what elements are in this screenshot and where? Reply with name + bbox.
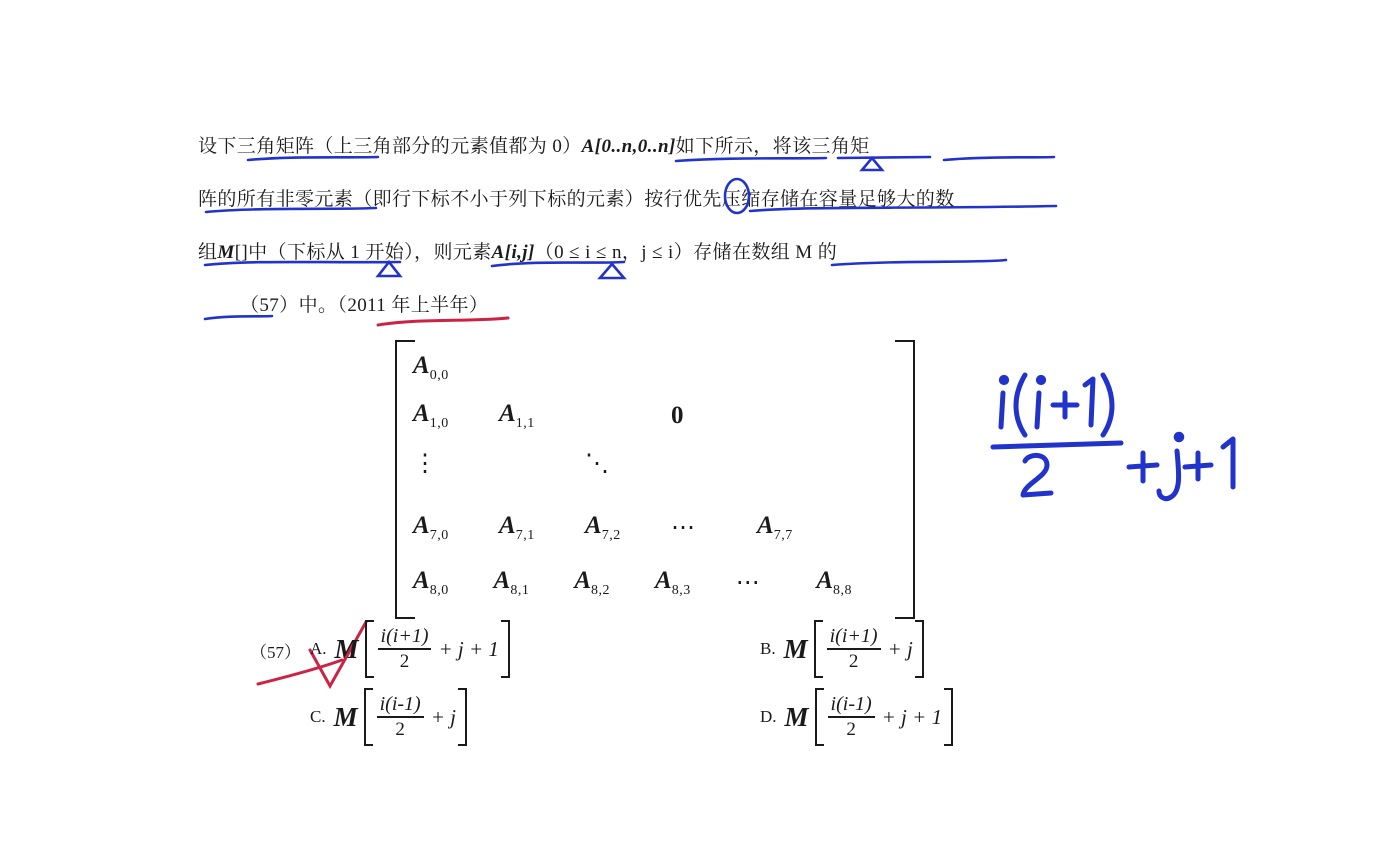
- stem-blank-number: （57）: [240, 295, 299, 316]
- option-c[interactable]: [310, 688, 467, 746]
- matrix-right-bracket: [895, 340, 915, 619]
- option-a-bracket: [365, 620, 510, 678]
- option-b-m: M: [783, 633, 808, 664]
- matrix-cell-8-1: $A_{8,1}$: [493, 566, 530, 598]
- options-question-number: （57）: [250, 643, 301, 662]
- option-a-numerator: i(i+1): [380, 625, 429, 648]
- option-a-m: M: [334, 633, 359, 664]
- matrix-row-1: [413, 388, 897, 443]
- option-d[interactable]: [760, 688, 953, 746]
- matrix-row-dots: [413, 436, 897, 491]
- matrix-cell-7-7: $A_{7,7}$: [757, 511, 793, 543]
- option-d-tail: + j + 1: [881, 704, 943, 729]
- option-d-label: D.: [760, 707, 777, 726]
- matrix-cell-1-1: $A_{1,1}$: [499, 399, 535, 431]
- option-a-label: A.: [310, 639, 327, 658]
- stem-line1-variable: A[0..n,0..n]: [581, 136, 676, 157]
- option-c-numerator: i(i-1): [379, 693, 421, 716]
- options-row-1: [250, 620, 1150, 688]
- option-d-denominator: 2: [846, 718, 856, 740]
- option-b-bracket: [814, 620, 924, 678]
- option-c-denominator: 2: [395, 718, 405, 740]
- matrix-zero-region-label: 0: [671, 401, 684, 429]
- stem-line1-text-b: 如下所示，将该三角矩: [675, 136, 870, 157]
- option-a-fraction: [378, 625, 432, 673]
- option-c-m: M: [333, 701, 358, 732]
- stem-line-2: [198, 173, 1068, 226]
- matrix-row-0: [413, 340, 897, 395]
- matrix-cell-7-1: $A_{7,1}$: [499, 511, 535, 543]
- question-stem: [198, 120, 1068, 332]
- matrix-row-8: [413, 555, 897, 610]
- option-a-denominator: 2: [399, 650, 410, 672]
- handwritten-formula-annotation: [985, 355, 1285, 515]
- option-a-tail: + j + 1: [438, 636, 499, 661]
- options-row-2: [250, 688, 1150, 756]
- option-d-fraction: [828, 693, 875, 741]
- option-b-fraction: [827, 625, 881, 673]
- answer-options: [250, 620, 1150, 756]
- matrix-cell-7-2: $A_{7,2}$: [585, 511, 621, 543]
- matrix-row-7: [413, 500, 897, 555]
- matrix-cell-7-0: $A_{7,0}$: [413, 511, 449, 543]
- option-c-fraction: [377, 693, 424, 741]
- stem-line-3: [198, 226, 1068, 279]
- option-c-label: C.: [310, 707, 326, 726]
- option-a[interactable]: [310, 620, 510, 678]
- stem-line3-variable-m: M: [217, 242, 235, 263]
- matrix-cdots-row8: ⋯: [735, 570, 763, 596]
- matrix-cell-8-2: $A_{8,2}$: [574, 566, 611, 598]
- stem-line3-variable-a: A[i,j]: [491, 242, 535, 263]
- stem-line3-text-a: 组: [198, 242, 218, 263]
- matrix-cell-8-0: $A_{8,0}$: [413, 566, 449, 598]
- option-b-numerator: i(i+1): [829, 625, 878, 648]
- stem-year-note: 2011 年上半年: [347, 295, 469, 316]
- option-d-m: M: [784, 701, 809, 732]
- stem-line3-text-c: （0 ≤ i ≤ n，j ≤ i）存储在数组 M 的: [534, 242, 838, 263]
- stem-line1-text-a: 设下三角矩阵（上三角部分的元素值都为 0）: [198, 136, 582, 157]
- option-b-label: B.: [760, 639, 776, 658]
- matrix-cdots-row7: ⋯: [671, 515, 698, 541]
- matrix-cell-0-0: $A_{0,0}$: [413, 351, 449, 383]
- matrix-display: [395, 340, 915, 615]
- matrix-cell-1-0: $A_{1,0}$: [413, 399, 449, 431]
- option-d-numerator: i(i-1): [830, 693, 872, 716]
- matrix-cell-8-3: $A_{8,3}$: [655, 566, 691, 598]
- stem-line2-text: 阵的所有非零元素（即行下标不小于列下标的元素）按行优先压缩存储在容量足够大的数: [198, 189, 955, 210]
- option-c-tail: + j: [430, 704, 456, 729]
- option-b[interactable]: [760, 620, 924, 678]
- matrix-left-bracket: [395, 340, 415, 619]
- matrix-ddots: ⋱: [585, 451, 612, 477]
- option-b-tail: + j: [887, 636, 913, 661]
- stem-line4-text-c: ）: [468, 295, 489, 316]
- matrix-cell-8-8: $A_{8,8}$: [816, 566, 853, 598]
- stem-line4-text-b: 中。（: [298, 295, 348, 316]
- option-d-bracket: [815, 688, 954, 746]
- stem-line-1: [198, 120, 1068, 173]
- option-c-bracket: [364, 688, 467, 746]
- stem-line-4: [198, 279, 1068, 332]
- matrix-vdots: ⋮: [413, 451, 440, 477]
- stem-line3-text-b: []中（下标从 1 开始），则元素: [234, 242, 492, 263]
- option-b-denominator: 2: [848, 650, 859, 672]
